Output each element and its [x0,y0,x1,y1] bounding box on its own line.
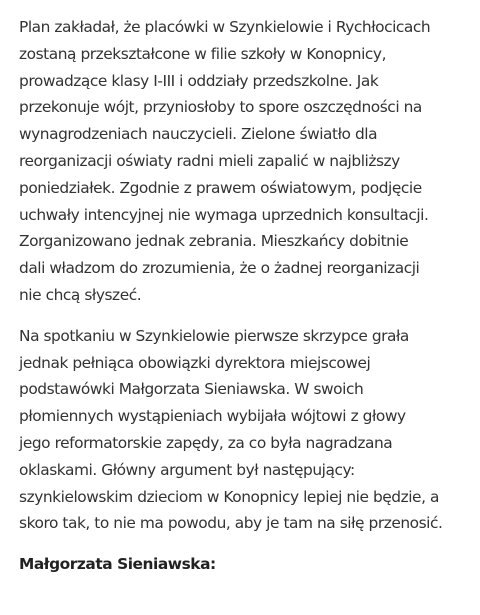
paragraph-line: reorganizacji oświaty radni mieli zapalić w najbliższy [19,151,400,170]
paragraph-line: prowadzące klasy I-III i oddziały przedszkolne. Jak [19,71,379,90]
paragraph-line: skoro tak, to nie ma powodu, aby je tam na siłę przenosić. [19,514,443,533]
paragraph-line: nie chcą słyszeć. [19,285,142,304]
paragraph-line: płomiennych wystąpieniach wybijała wójtowi z głowy [19,407,406,426]
paragraph-line: szynkielowskim dzieciom w Konopnicy lepiej nie będzie, a [19,487,439,506]
paragraph-line: dali władzom do zrozumienia, że o żadnej reorganizacji [19,259,420,278]
paragraph-line: jednak pełniąca obowiązki dyrektora miejscowej [19,353,371,372]
paragraph-line: Plan zakładał, że placówki w Szynkielowie i Rychłocicach [19,18,431,36]
paragraph-line: wynagrodzeniach nauczycieli. Zielone światło dla [19,125,378,144]
paragraph-line: oklaskami. Główny argument był następujący: [19,460,355,479]
paragraph-plan [19,14,461,309]
speaker-heading: Małgorzata Sieniawska: [19,555,216,574]
paragraph-meeting [19,323,461,537]
paragraph-line: Zorganizowano jednak zebrania. Mieszkańcy dobitnie [19,232,409,251]
paragraph-line: jego reformatorskie zapędy, za co była nagradzana [19,433,393,452]
paragraph-line: przekonuje wójt, przyniosłoby to spore oszczędności na [19,98,422,117]
paragraph-line: zostaną przekształcone w filie szkoły w Konopnicy, [19,44,387,63]
paragraph-line: podstawówki Małgorzata Sieniawska. W swoich [19,380,364,399]
paragraph-line: Na spotkaniu w Szynkielowie pierwsze skrzypce grała [19,326,409,345]
paragraph-line: uchwały intencyjnej nie wymaga uprzednich konsultacji. [19,205,429,224]
paragraph-line: poniedziałek. Zgodnie z prawem oświatowym, podjęcie [19,178,422,197]
